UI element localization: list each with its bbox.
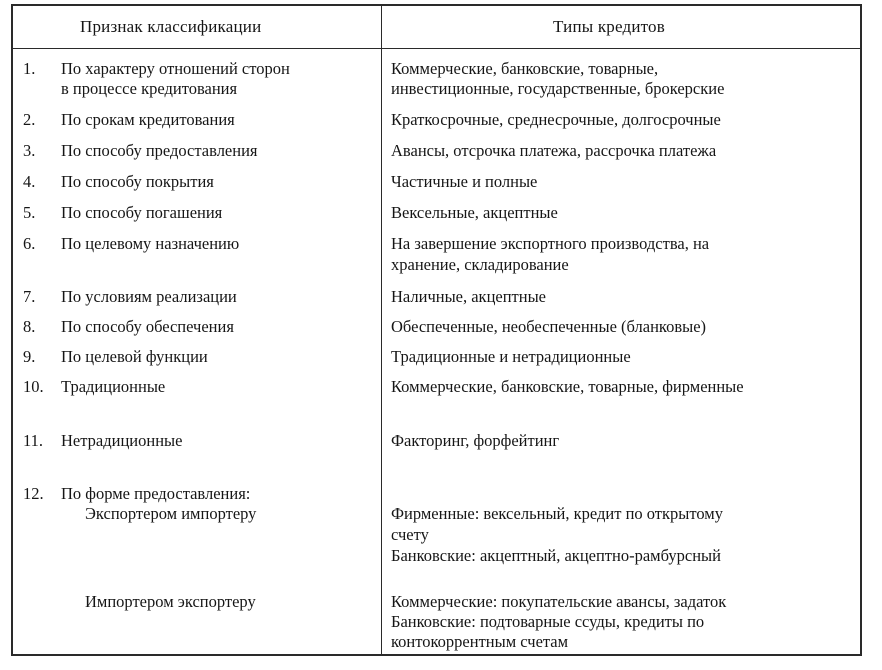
subrow-types: Фирменные: вексельный, кредит по открытому: [391, 504, 723, 523]
header-divider: [13, 48, 860, 49]
row-types: Краткосрочные, среднесрочные, долгосрочные: [391, 110, 721, 129]
row-types: Вексельные, акцептные: [391, 203, 558, 222]
subrow-types: Банковские: акцептный, акцептно-рамбурсный: [391, 546, 721, 565]
row-types: инвестиционные, государственные, брокерские: [391, 79, 725, 98]
column-divider: [381, 6, 382, 654]
header-criterion: Признак классификации: [80, 17, 262, 36]
row-types: Наличные, акцептные: [391, 287, 547, 306]
row-criterion: По форме предоставления:: [61, 484, 251, 503]
row-types: Коммерческие, банковские, товарные, фирменные: [391, 377, 744, 396]
row-criterion: По способу обеспечения: [61, 317, 234, 336]
row-number: 5.: [23, 203, 36, 222]
row-number: 12.: [23, 484, 44, 503]
row-criterion: По условиям реализации: [61, 287, 237, 306]
row-criterion: По целевому назначению: [61, 234, 240, 253]
subrow-types: контокоррентным счетам: [391, 632, 569, 651]
row-number: 1.: [23, 59, 36, 78]
subrow-criterion: Экспортером импортеру: [85, 504, 257, 523]
row-number: 10.: [23, 377, 44, 396]
subrow-types: Коммерческие: покупательские авансы, задаток: [391, 592, 727, 611]
row-types: Традиционные и нетрадиционные: [391, 347, 631, 366]
row-criterion: Нетрадиционные: [61, 431, 183, 450]
row-number: 2.: [23, 110, 36, 129]
row-types: хранение, складирование: [391, 255, 569, 274]
credit-classification-table: [11, 4, 862, 656]
row-criterion: По целевой функции: [61, 347, 208, 366]
row-number: 3.: [23, 141, 36, 160]
row-number: 11.: [23, 431, 44, 450]
row-number: 7.: [23, 287, 36, 306]
row-criterion: По способу погашения: [61, 203, 223, 222]
row-criterion: По характеру отношений сторон: [61, 59, 290, 78]
row-types: Обеспеченные, необеспеченные (бланковые): [391, 317, 707, 336]
row-types: Коммерческие, банковские, товарные,: [391, 59, 659, 78]
row-number: 8.: [23, 317, 36, 336]
subrow-types: счету: [391, 525, 429, 544]
row-criterion: По способу покрытия: [61, 172, 214, 191]
subrow-criterion: Импортером экспортеру: [85, 592, 256, 611]
row-criterion: По срокам кредитования: [61, 110, 235, 129]
row-number: 6.: [23, 234, 36, 253]
row-number: 9.: [23, 347, 36, 366]
row-types: Факторинг, форфейтинг: [391, 431, 560, 450]
row-types: На завершение экспортного производства, на: [391, 234, 710, 253]
row-types: Частичные и полные: [391, 172, 538, 191]
row-criterion: в процессе кредитования: [61, 79, 238, 98]
subrow-types: Банковские: подтоварные ссуды, кредиты по: [391, 612, 705, 631]
row-types: Авансы, отсрочка платежа, рассрочка платежа: [391, 141, 717, 160]
row-criterion: По способу предоставления: [61, 141, 258, 160]
row-criterion: Традиционные: [61, 377, 166, 396]
row-number: 4.: [23, 172, 36, 191]
header-types: Типы кредитов: [553, 17, 665, 36]
